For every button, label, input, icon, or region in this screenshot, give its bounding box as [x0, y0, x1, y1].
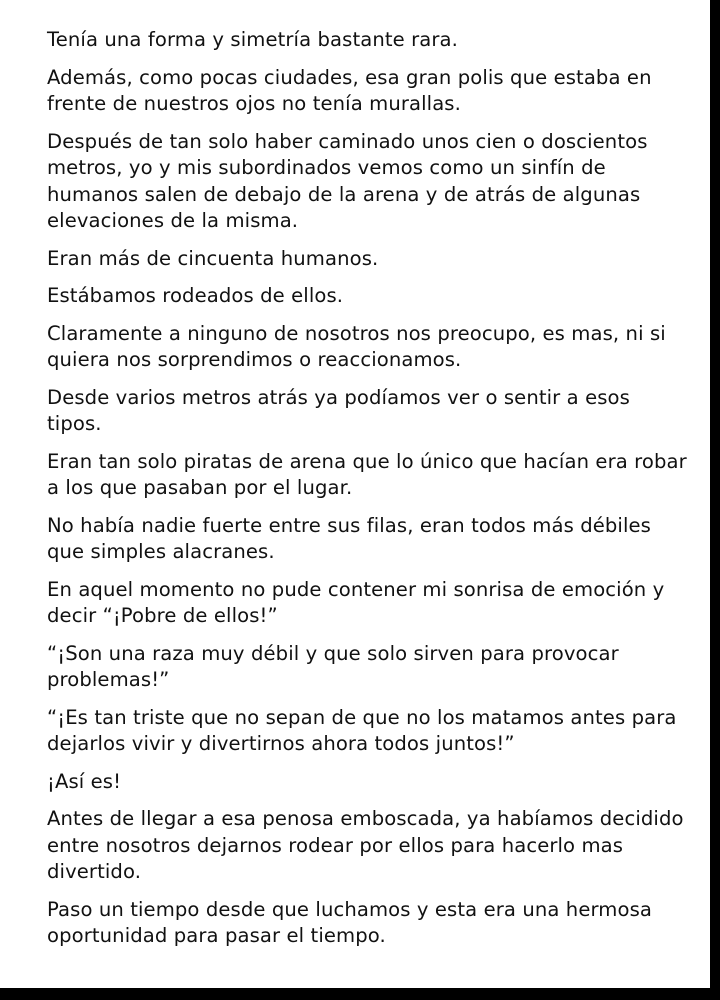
paragraph-3: Después de tan solo haber caminado unos cien o doscientos metros, yo y mis subordinados vemos como un sinfín de humanos salen de debajo de la arena y de atrás de algunas elevaciones de la misma.	[47, 129, 648, 232]
paragraph-7: Desde varios metros atrás ya podíamos ver o sentir a esos tipos.	[47, 385, 630, 435]
paragraph-13: ¡Así es!	[47, 769, 122, 793]
paragraph-2: Además, como pocas ciudades, esa gran polis que estaba en frente de nuestros ojos no tenía murallas.	[47, 65, 652, 115]
paragraph-10: En aquel momento no pude contener mi sonrisa de emoción y decir “¡Pobre de ellos!”	[47, 577, 665, 627]
paragraph-11: “¡Son una raza muy débil y que solo sirven para provocar problemas!”	[47, 641, 619, 691]
paragraph-9: No había nadie fuerte entre sus filas, eran todos más débiles que simples alacranes.	[47, 513, 651, 563]
paragraph-1: Tenía una forma y simetría bastante rara.	[47, 28, 458, 51]
paragraph-15: Paso un tiempo desde que luchamos y esta era una hermosa oportunidad para pasar el tiempo.	[47, 897, 652, 947]
paragraph-6: Claramente a ninguno de nosotros nos preocupo, es mas, ni si quiera nos sorprendimos o reaccionamos.	[47, 321, 666, 371]
paragraph-14: Antes de llegar a esa penosa emboscada, ya habíamos decidido entre nosotros dejarnos rodear por ellos para hacerlo mas divertido.	[47, 807, 684, 883]
paragraph-8: Eran tan solo piratas de arena que lo único que hacían era robar a los que pasaban por el lugar.	[47, 449, 687, 499]
paragraph-5: Estábamos rodeados de ellos.	[47, 284, 344, 307]
paragraph-4: Eran más de cincuenta humanos.	[47, 246, 379, 270]
paragraph-12: “¡Es tan triste que no sepan de que no los matamos antes para dejarlos vivir y divertirnos ahora todos juntos!”	[47, 705, 677, 755]
text-body	[47, 27, 687, 961]
